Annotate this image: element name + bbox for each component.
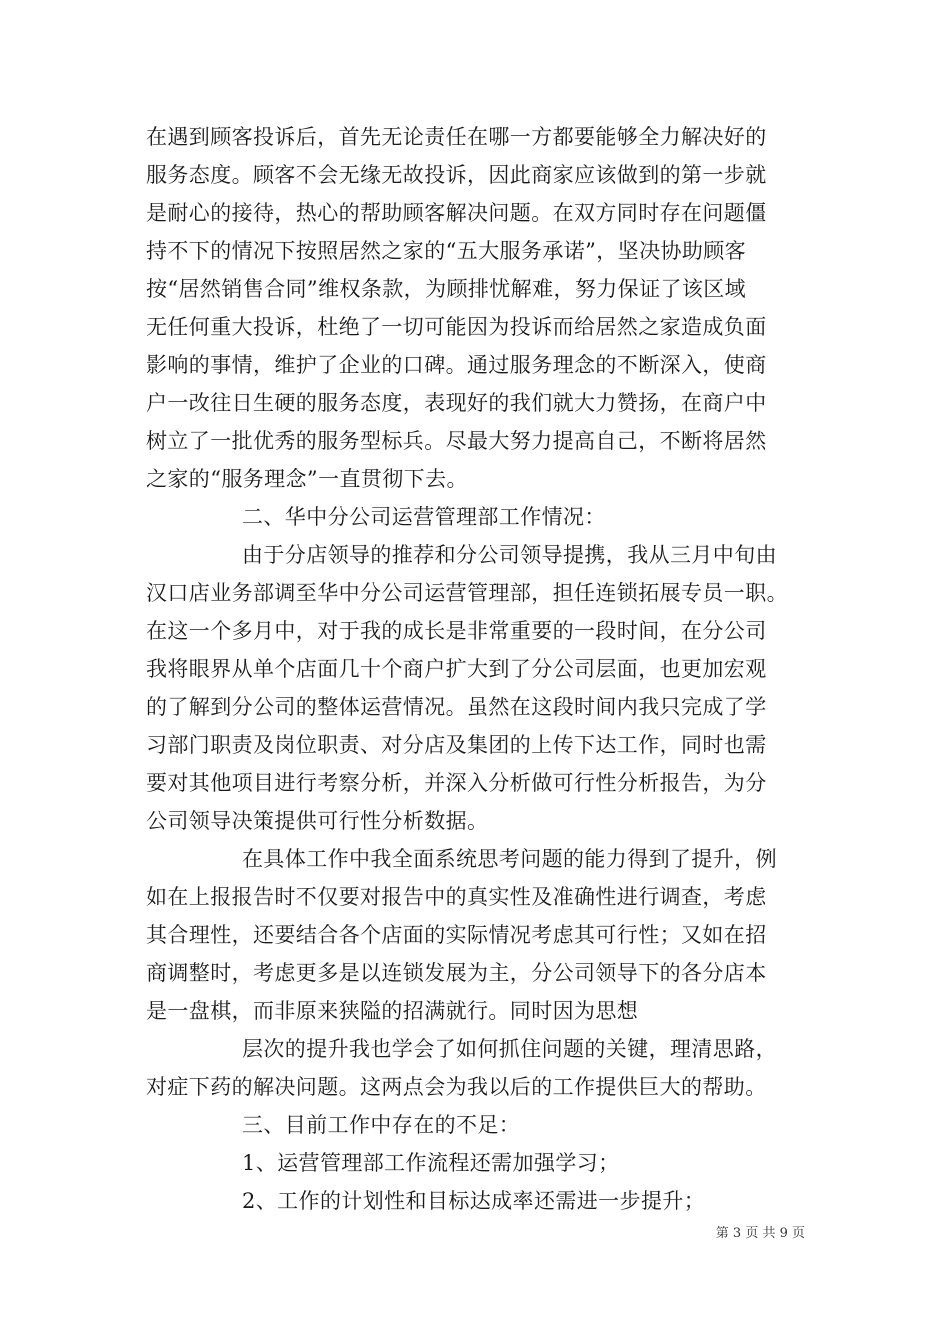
- text-line: 按“居然销售合同”维权条款，为顾排忧解难，努力保证了该区域: [146, 277, 747, 301]
- text-line: 树立了一批优秀的服务型标兵。尽最大努力提高自己，不断将居然: [146, 429, 767, 453]
- text-line: 的了解到分公司的整体运营情况。虽然在这段时间内我只完成了学: [146, 695, 767, 719]
- text-line: 影响的事情，维护了企业的口碑。通过服务理念的不断深入，使商: [146, 353, 767, 377]
- text-line: 公司领导决策提供可行性分析数据。: [146, 809, 489, 833]
- text-line: 在这一个多月中，对于我的成长是非常重要的一段时间，在分公司: [146, 619, 767, 643]
- text-line: 是耐心的接待，热心的帮助顾客解决问题。在双方同时存在问题僵: [146, 201, 767, 225]
- text-line: 商调整时，考虑更多是以连锁发展为主，分公司领导下的各分店本: [146, 961, 767, 985]
- page-number: 第 3 页 共 9 页: [715, 1226, 805, 1241]
- text-line: 其合理性，还要结合各个店面的实际情况考虑其可行性；又如在招: [146, 923, 767, 947]
- text-line: 之家的“服务理念”一直贯彻下去。: [146, 467, 468, 491]
- text-line: 要对其他项目进行考察分析，并深入分析做可行性分析报告，为分: [146, 771, 767, 795]
- text-line: 由于分店领导的推荐和分公司领导提携，我从三月中旬由: [242, 543, 777, 567]
- text-line: 2、工作的计划性和目标达成率还需进一步提升；: [242, 1189, 706, 1213]
- text-line: 层次的提升我也学会了如何抓住问题的关键，理清思路，: [242, 1037, 777, 1061]
- document-body: [146, 118, 806, 1220]
- text-line: 户一改往日生硬的服务态度，表现好的我们就大力赞扬，在商户中: [146, 391, 767, 415]
- text-line: 如在上报报告时不仅要对报告中的真实性及准确性进行调查，考虑: [146, 885, 767, 909]
- text-line: 二、华中分公司运营管理部工作情况：: [242, 505, 606, 529]
- text-line: 我将眼界从单个店面几十个商户扩大到了分公司层面，也更加宏观: [146, 657, 767, 681]
- text-line: 汉口店业务部调至华中分公司运营管理部，担任连锁拓展专员一职。: [146, 581, 788, 605]
- text-line: 1、运营管理部工作流程还需加强学习；: [242, 1151, 620, 1175]
- text-line: 习部门职责及岗位职责、对分店及集团的上传下达工作，同时也需: [146, 733, 767, 757]
- text-line: 是一盘棋，而非原来狭隘的招满就行。同时因为思想: [146, 999, 639, 1023]
- text-line: 对症下药的解决问题。这两点会为我以后的工作提供巨大的帮助。: [146, 1075, 767, 1099]
- text-line: 在具体工作中我全面系统思考问题的能力得到了提升，例: [242, 847, 777, 871]
- text-line: 在遇到顾客投诉后，首先无论责任在哪一方都要能够全力解决好的: [146, 125, 767, 149]
- text-line: 三、目前工作中存在的不足：: [242, 1113, 521, 1137]
- text-line: 服务态度。顾客不会无缘无故投诉，因此商家应该做到的第一步就: [146, 163, 767, 187]
- text-line: 持不下的情况下按照居然之家的“五大服务承诺”，坚决协助顾客: [146, 239, 747, 263]
- text-line: 无任何重大投诉，杜绝了一切可能因为投诉而给居然之家造成负面: [146, 315, 767, 339]
